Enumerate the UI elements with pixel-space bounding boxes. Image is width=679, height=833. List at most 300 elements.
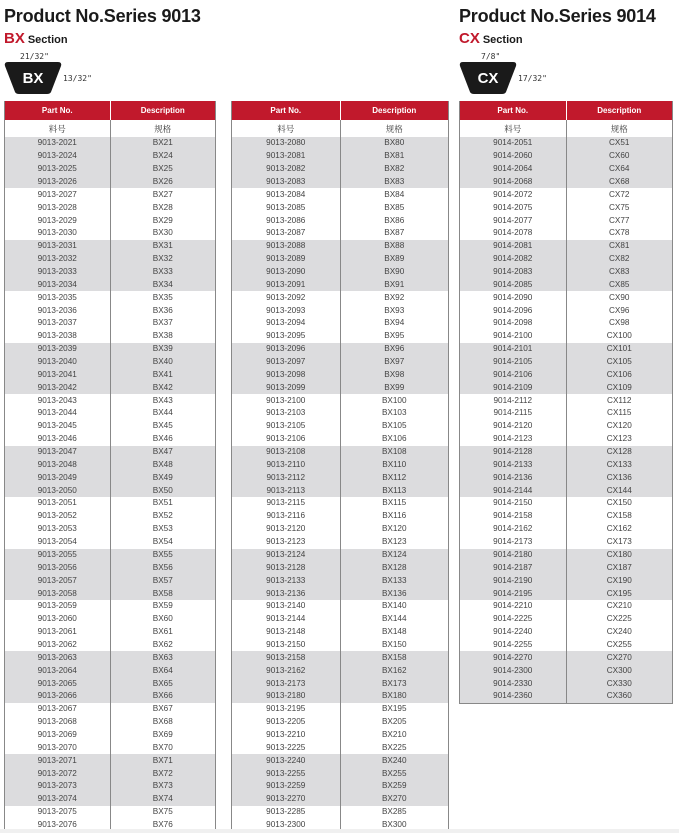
part-number-cell: 9013-2085 xyxy=(266,202,306,212)
description-cell: CX82 xyxy=(566,253,673,266)
table-row xyxy=(232,587,449,600)
description-cell: BX37 xyxy=(110,317,216,330)
description-cell: BX240 xyxy=(340,754,449,767)
part-number-cell: 9013-2044 xyxy=(37,408,77,418)
table-row xyxy=(5,176,216,189)
table-row xyxy=(232,163,449,176)
description-cell: BX40 xyxy=(110,356,216,369)
description-cell: CX128 xyxy=(566,446,673,459)
description-cell: BX38 xyxy=(110,330,216,343)
description-cell: CX96 xyxy=(566,304,673,317)
description-cell: BX112 xyxy=(340,471,449,484)
table-row xyxy=(460,381,673,394)
table-row xyxy=(232,471,449,484)
description-cell: BX173 xyxy=(340,677,449,690)
table-row xyxy=(460,304,673,317)
description-subheader: 规格 xyxy=(566,120,673,137)
part-number-cell: 9013-2028 xyxy=(37,202,77,212)
description-subheader: 规格 xyxy=(340,120,449,137)
part-number-cell: 9013-2035 xyxy=(37,292,77,302)
description-cell: BX30 xyxy=(110,227,216,240)
belt-label: CX xyxy=(477,70,499,87)
part-number-cell: 9014-2106 xyxy=(460,368,567,381)
description-cell: BX24 xyxy=(110,150,216,163)
part-no-subheader: 料号 xyxy=(5,120,111,137)
part-number-cell: 9014-2064 xyxy=(460,163,567,176)
description-cell: BX63 xyxy=(110,651,216,664)
description-cell: BX100 xyxy=(340,394,449,407)
part-number-cell: 9013-2092 xyxy=(266,292,306,302)
table-row xyxy=(5,497,216,510)
part-number-cell: 9013-2100 xyxy=(266,395,306,405)
table-row xyxy=(232,600,449,613)
table-row xyxy=(5,278,216,291)
description-cell: CX75 xyxy=(566,201,673,214)
description-cell: CX255 xyxy=(566,639,673,652)
part-number-cell: 9013-2103 xyxy=(266,408,306,418)
part-number-cell: 9014-2128 xyxy=(460,446,567,459)
description-cell: BX300 xyxy=(340,819,449,832)
table-row xyxy=(5,677,216,690)
table-row xyxy=(232,304,449,317)
description-cell: BX144 xyxy=(340,613,449,626)
belt-label: BX xyxy=(22,70,44,87)
description-cell: BX99 xyxy=(340,381,449,394)
part-number-cell: 9013-2075 xyxy=(37,807,77,817)
table-row xyxy=(5,150,216,163)
description-cell: BX123 xyxy=(340,536,449,549)
table-row xyxy=(5,471,216,484)
description-cell: CX68 xyxy=(566,176,673,189)
description-cell: BX73 xyxy=(110,780,216,793)
description-cell: CX101 xyxy=(566,343,673,356)
section-word: Section xyxy=(482,34,523,46)
part-number-cell: 9013-2046 xyxy=(37,434,77,444)
part-number-cell: 9014-2083 xyxy=(460,266,567,279)
part-number-cell: 9013-2063 xyxy=(5,651,111,664)
part-number-cell: 9013-2083 xyxy=(232,176,341,189)
description-cell: BX158 xyxy=(340,651,449,664)
part-number-cell: 9014-2162 xyxy=(493,524,533,534)
part-number-cell: 9014-2300 xyxy=(460,664,567,677)
description-cell: BX87 xyxy=(340,227,449,240)
description-cell: BX124 xyxy=(340,549,449,562)
table-row xyxy=(232,741,449,754)
part-number-cell: 9013-2055 xyxy=(5,549,111,562)
description-cell: BX42 xyxy=(110,381,216,394)
part-number-cell: 9013-2064 xyxy=(5,664,111,677)
part-number-cell: 9013-2095 xyxy=(266,331,306,341)
table-row xyxy=(5,317,216,330)
table-row xyxy=(5,240,216,253)
description-cell: CX187 xyxy=(566,561,673,574)
description-cell: BX27 xyxy=(110,188,216,201)
description-cell: CX64 xyxy=(566,163,673,176)
table-row xyxy=(5,407,216,420)
belt-height: 17/32" xyxy=(518,74,547,83)
part-number-cell: 9013-2051 xyxy=(37,498,77,508)
description-cell: BX128 xyxy=(340,561,449,574)
part-number-cell: 9014-2060 xyxy=(460,150,567,163)
description-cell: CX360 xyxy=(566,690,673,703)
table-row xyxy=(5,420,216,433)
part-number-cell: 9013-2070 xyxy=(37,742,77,752)
description-cell: BX29 xyxy=(110,214,216,227)
description-cell: BX195 xyxy=(340,703,449,716)
table-row xyxy=(460,677,673,690)
table-row xyxy=(460,227,673,240)
description-cell: BX150 xyxy=(340,639,449,652)
table-row xyxy=(460,664,673,677)
table-row xyxy=(232,484,449,497)
table-row xyxy=(460,600,673,613)
part-number-cell: 9014-2100 xyxy=(493,331,533,341)
part-number-cell: 9013-2045 xyxy=(37,421,77,431)
part-number-cell: 9013-2098 xyxy=(232,368,341,381)
table-row xyxy=(5,356,216,369)
section-code: CX xyxy=(459,30,480,47)
part-number-cell: 9013-2057 xyxy=(5,574,111,587)
page-bottom-edge xyxy=(0,829,679,833)
part-number-cell: 9014-2085 xyxy=(460,278,567,291)
part-number-cell: 9014-2098 xyxy=(493,318,533,328)
table-row xyxy=(460,291,673,304)
part-number-cell: 9013-2240 xyxy=(232,754,341,767)
part-number-cell: 9014-2180 xyxy=(460,549,567,562)
part-number-cell: 9013-2059 xyxy=(37,601,77,611)
table-row xyxy=(5,381,216,394)
table-row xyxy=(5,754,216,767)
table-row xyxy=(232,510,449,523)
table-row xyxy=(232,446,449,459)
description-cell: BX105 xyxy=(340,420,449,433)
description-cell: BX92 xyxy=(340,291,449,304)
part-number-cell: 9014-2051 xyxy=(460,137,567,150)
part-number-cell: 9013-2097 xyxy=(232,356,341,369)
part-number-cell: 9014-2225 xyxy=(493,614,533,624)
table-row xyxy=(5,523,216,536)
table-row xyxy=(460,626,673,639)
description-cell: BX81 xyxy=(340,150,449,163)
part-number-cell: 9013-2050 xyxy=(5,484,111,497)
table-row xyxy=(460,536,673,549)
description-cell: BX62 xyxy=(110,639,216,652)
table-row xyxy=(232,433,449,446)
part-number-cell: 9013-2088 xyxy=(232,240,341,253)
part-number-cell: 9014-2081 xyxy=(460,240,567,253)
description-cell: CX162 xyxy=(566,523,673,536)
table-row xyxy=(232,793,449,806)
description-cell: BX89 xyxy=(340,253,449,266)
description-cell: BX54 xyxy=(110,536,216,549)
description-cell: BX97 xyxy=(340,356,449,369)
table-row xyxy=(232,703,449,716)
description-cell: CX123 xyxy=(566,433,673,446)
part-number-cell: 9014-2240 xyxy=(493,627,533,637)
description-cell: BX75 xyxy=(110,806,216,819)
table-row xyxy=(460,150,673,163)
part-number-cell: 9014-2072 xyxy=(493,189,533,199)
description-cell: BX51 xyxy=(110,497,216,510)
description-cell: BX53 xyxy=(110,523,216,536)
table-row xyxy=(232,497,449,510)
table-row xyxy=(460,356,673,369)
table-row xyxy=(5,626,216,639)
description-cell: BX95 xyxy=(340,330,449,343)
part-number-cell: 9014-2270 xyxy=(460,651,567,664)
description-cell: CX72 xyxy=(566,188,673,201)
table-row xyxy=(232,729,449,742)
description-cell: BX47 xyxy=(110,446,216,459)
part-number-cell: 9014-2158 xyxy=(493,511,533,521)
description-cell: BX133 xyxy=(340,574,449,587)
table-row xyxy=(232,536,449,549)
table-row xyxy=(232,343,449,356)
part-no-header: Part No. xyxy=(460,101,567,120)
description-cell: CX85 xyxy=(566,278,673,291)
table-row xyxy=(232,549,449,562)
table-row xyxy=(232,291,449,304)
description-cell: BX90 xyxy=(340,266,449,279)
description-cell: CX115 xyxy=(566,407,673,420)
part-number-cell: 9013-2096 xyxy=(232,343,341,356)
description-cell: BX113 xyxy=(340,484,449,497)
part-number-cell: 9013-2162 xyxy=(232,664,341,677)
table-row xyxy=(5,368,216,381)
part-number-cell: 9013-2089 xyxy=(232,253,341,266)
part-number-cell: 9013-2270 xyxy=(232,793,341,806)
description-cell: BX64 xyxy=(110,664,216,677)
section-code: BX xyxy=(4,30,25,47)
table-row xyxy=(232,561,449,574)
part-number-cell: 9014-2082 xyxy=(460,253,567,266)
part-number-cell: 9013-2039 xyxy=(5,343,111,356)
part-number-cell: 9014-2112 xyxy=(493,395,533,405)
part-number-cell: 9013-2053 xyxy=(37,524,77,534)
part-number-cell: 9013-2061 xyxy=(37,627,77,637)
description-cell: BX41 xyxy=(110,368,216,381)
part-number-cell: 9014-2150 xyxy=(493,498,533,508)
part-number-cell: 9013-2140 xyxy=(266,601,306,611)
description-cell: CX90 xyxy=(566,291,673,304)
table-row xyxy=(5,561,216,574)
part-number-cell: 9013-2150 xyxy=(266,639,306,649)
table-row xyxy=(232,368,449,381)
table-row xyxy=(5,394,216,407)
part-number-cell: 9013-2037 xyxy=(37,318,77,328)
table-row xyxy=(460,368,673,381)
table-row xyxy=(460,330,673,343)
table-row xyxy=(5,703,216,716)
part-number-cell: 9013-2105 xyxy=(266,421,306,431)
table-row xyxy=(5,767,216,780)
table-row xyxy=(460,587,673,600)
table-row xyxy=(5,227,216,240)
part-number-cell: 9013-2082 xyxy=(232,163,341,176)
description-cell: CX225 xyxy=(566,613,673,626)
part-number-cell: 9013-2054 xyxy=(37,537,77,547)
table-row xyxy=(232,407,449,420)
table-row xyxy=(232,523,449,536)
part-no-header: Part No. xyxy=(5,101,111,120)
table-row xyxy=(460,651,673,664)
table-row xyxy=(5,188,216,201)
part-number-cell: 9013-2094 xyxy=(266,318,306,328)
description-cell: BX43 xyxy=(110,394,216,407)
part-number-cell: 9013-2081 xyxy=(232,150,341,163)
part-no-header: Part No. xyxy=(232,101,341,120)
description-cell: BX285 xyxy=(340,806,449,819)
part-number-cell: 9013-2136 xyxy=(232,587,341,600)
part-number-cell: 9013-2133 xyxy=(232,574,341,587)
belt-height: 13/32" xyxy=(63,74,92,83)
part-number-cell: 9013-2021 xyxy=(5,137,111,150)
description-subheader: 规格 xyxy=(110,120,216,137)
description-cell: BX108 xyxy=(340,446,449,459)
description-cell: BX67 xyxy=(110,703,216,716)
part-number-cell: 9013-2285 xyxy=(266,807,306,817)
part-number-cell: 9013-2062 xyxy=(37,639,77,649)
description-cell: BX66 xyxy=(110,690,216,703)
table-row xyxy=(232,767,449,780)
table-row xyxy=(460,497,673,510)
part-number-cell: 9014-2144 xyxy=(460,484,567,497)
part-number-cell: 9013-2025 xyxy=(5,163,111,176)
description-cell: BX55 xyxy=(110,549,216,562)
description-cell: BX74 xyxy=(110,793,216,806)
table-row xyxy=(232,664,449,677)
belt-top-width: 7/8" xyxy=(481,52,501,61)
bx-section-heading xyxy=(4,30,68,48)
part-number-cell: 9013-2113 xyxy=(232,484,341,497)
description-cell: CX210 xyxy=(566,600,673,613)
table-row xyxy=(232,214,449,227)
description-cell: CX100 xyxy=(566,330,673,343)
description-cell: BX68 xyxy=(110,716,216,729)
part-number-cell: 9013-2049 xyxy=(5,471,111,484)
description-cell: BX48 xyxy=(110,458,216,471)
table-row xyxy=(460,214,673,227)
description-cell: BX88 xyxy=(340,240,449,253)
description-cell: CX77 xyxy=(566,214,673,227)
table-row xyxy=(5,253,216,266)
part-number-cell: 9013-2108 xyxy=(232,446,341,459)
table-row xyxy=(460,278,673,291)
part-number-cell: 9014-2078 xyxy=(493,228,533,238)
table-row xyxy=(460,343,673,356)
description-cell: BX65 xyxy=(110,677,216,690)
part-number-cell: 9014-2105 xyxy=(460,356,567,369)
table-row xyxy=(460,420,673,433)
table-row xyxy=(460,201,673,214)
parts-table-bx-1 xyxy=(4,101,216,831)
part-number-cell: 9013-2180 xyxy=(232,690,341,703)
description-cell: BX25 xyxy=(110,163,216,176)
part-number-cell: 9013-2090 xyxy=(232,266,341,279)
description-cell: BX76 xyxy=(110,819,216,832)
part-number-cell: 9014-2096 xyxy=(493,305,533,315)
belt-top-width: 21/32" xyxy=(20,52,49,61)
table-row xyxy=(5,343,216,356)
description-cell: BX148 xyxy=(340,626,449,639)
description-cell: BX21 xyxy=(110,137,216,150)
description-cell: BX225 xyxy=(340,741,449,754)
cx-section-heading xyxy=(459,30,523,48)
table-row xyxy=(460,317,673,330)
description-cell: BX56 xyxy=(110,561,216,574)
description-cell: BX86 xyxy=(340,214,449,227)
description-cell: BX44 xyxy=(110,407,216,420)
description-cell: CX106 xyxy=(566,368,673,381)
part-number-cell: 9013-2032 xyxy=(5,253,111,266)
description-cell: BX180 xyxy=(340,690,449,703)
table-row xyxy=(232,690,449,703)
table-row xyxy=(460,266,673,279)
part-number-cell: 9014-2173 xyxy=(493,537,533,547)
description-cell: BX49 xyxy=(110,471,216,484)
description-cell: CX150 xyxy=(566,497,673,510)
description-cell: BX136 xyxy=(340,587,449,600)
part-number-cell: 9013-2148 xyxy=(266,627,306,637)
table-row xyxy=(5,793,216,806)
table-row xyxy=(5,741,216,754)
table-row xyxy=(5,330,216,343)
part-number-cell: 9013-2071 xyxy=(5,754,111,767)
table-row xyxy=(5,574,216,587)
table-row xyxy=(460,137,673,150)
table-row xyxy=(460,446,673,459)
description-cell: CX51 xyxy=(566,137,673,150)
table-row xyxy=(460,549,673,562)
part-number-cell: 9013-2300 xyxy=(266,819,306,829)
part-number-cell: 9013-2033 xyxy=(5,266,111,279)
description-cell: BX103 xyxy=(340,407,449,420)
table-row xyxy=(460,471,673,484)
table-row xyxy=(232,317,449,330)
table-row xyxy=(232,754,449,767)
table-row xyxy=(5,510,216,523)
table-row xyxy=(5,780,216,793)
table-row xyxy=(5,304,216,317)
table-row xyxy=(5,291,216,304)
description-cell: BX98 xyxy=(340,368,449,381)
table-row xyxy=(232,356,449,369)
table-row xyxy=(232,394,449,407)
description-cell: BX110 xyxy=(340,458,449,471)
part-number-cell: 9013-2259 xyxy=(232,780,341,793)
description-header: Description xyxy=(340,101,449,120)
table-row xyxy=(460,253,673,266)
table-row xyxy=(232,780,449,793)
part-no-subheader: 料号 xyxy=(460,120,567,137)
table-row xyxy=(232,420,449,433)
description-cell: CX81 xyxy=(566,240,673,253)
part-number-cell: 9013-2030 xyxy=(37,228,77,238)
part-number-cell: 9013-2040 xyxy=(5,356,111,369)
description-cell: CX105 xyxy=(566,356,673,369)
part-number-cell: 9014-2330 xyxy=(460,677,567,690)
description-cell: CX270 xyxy=(566,651,673,664)
part-number-cell: 9013-2066 xyxy=(5,690,111,703)
part-number-cell: 9013-2072 xyxy=(5,767,111,780)
part-number-cell: 9013-2073 xyxy=(5,780,111,793)
table-row xyxy=(460,510,673,523)
part-number-cell: 9013-2080 xyxy=(232,137,341,150)
part-number-cell: 9013-2026 xyxy=(5,176,111,189)
part-number-cell: 9014-2123 xyxy=(493,434,533,444)
table-row xyxy=(5,536,216,549)
description-header: Description xyxy=(110,101,216,120)
